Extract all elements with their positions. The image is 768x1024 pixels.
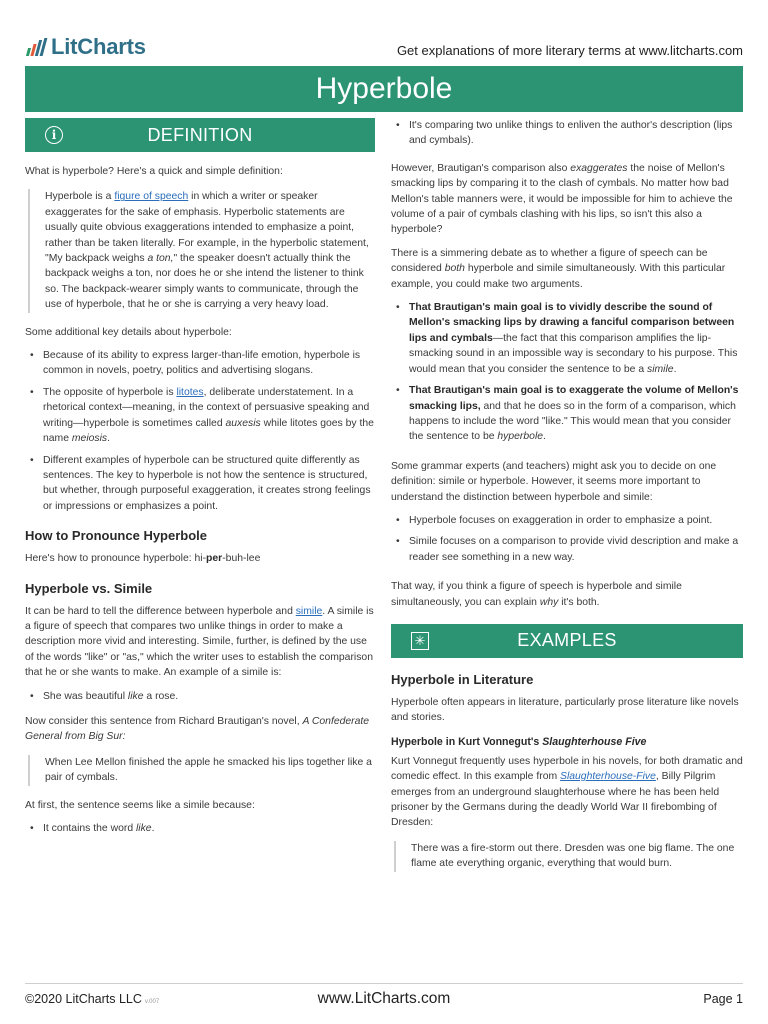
text: She was beautiful [43,690,128,702]
text-bold: That Brautigan's main goal is to exaggerate the volume of Mellon's smacking lips, [409,385,739,412]
vs-simile-p6: Some grammar experts (and teachers) might ask you to decide on one definition: simile or hyperbole. However, it seems more important to understand the distinction between hyperbole and simile: [391,460,717,503]
right-column [391,118,743,884]
vs-simile-p5 [391,246,743,292]
list-item: • Simile focuses on a comparison to provide vivid description and make a reader see something in a new way. [391,534,743,565]
info-icon: i [45,126,63,144]
text: The opposite of hyperbole is [43,386,177,398]
list-item [391,300,743,377]
page-number: Page 1 [703,992,743,1006]
text: hyperbole and simile simultaneously. With this particular example, you could make two arguments. [391,263,726,290]
page-header [0,0,768,66]
text: " the speaker doesn't actually think the backpack weighs a ton, nor does he or she intend the listener to think so. The backpack-wearer simply wants to communicate, through the use of hyperbole, that he or she is carrying a very heavy load. [45,253,364,311]
text: It can be hard to tell the difference between hyperbole and [25,605,296,617]
arguments-list [391,300,743,445]
litotes-link[interactable]: litotes [176,386,204,398]
definition-heading: DEFINITION [147,124,253,145]
simile-example-list [25,689,375,704]
text-em: hyperbole [497,431,544,443]
footer-divider [25,983,743,984]
literature-heading: Hyperbole in Literature [391,671,534,687]
vs-simile-heading: Hyperbole vs. Simile [25,580,153,596]
distinction-list [391,513,743,565]
definition-section-bar [25,118,375,152]
details-intro: Some additional key details about hyperbole: [25,326,232,338]
text: Hyperbole in Kurt Vonnegut's [391,735,543,748]
definition-intro: What is hyperbole? Here's a quick and simple definition: [25,166,283,177]
vs-simile-p2 [25,714,375,745]
version-text: v.007 [144,999,160,1005]
text: That way, if you think a figure of speech is hyperbole and simile simultaneously, you can explain [391,581,682,608]
page-title: Hyperbole [25,66,743,112]
text-em: exaggerates [570,162,628,174]
text: It contains the word [43,823,136,834]
examples-section-bar [391,624,743,658]
text-em: simile [647,363,674,375]
text: . [151,823,155,834]
because-list-continued [391,118,743,149]
text-em: like [127,690,144,702]
text: Kurt Vonnegut frequently uses hyperbole in his novels, for both dramatic and comedic effect. In this example from [391,755,743,783]
brautigan-quote: When Lee Mellon finished the apple he smacked his lips together like a pair of cymbals. [28,755,375,786]
text: . A simile is a figure of speech that compares two unlike things in order to make a description more vivid and interesting. Simile, further, is defined by the use of the words "like" or "as," which the writer uses to establish the comparison that he or she wants to make. An example of a simile is: [25,605,374,679]
footer-site-link[interactable]: www.LitCharts.com [317,990,451,1007]
text-em: why [539,596,559,608]
vonnegut-quote: There was a fire-storm out there. Dresden was one big flame. The one flame ate everything organic, everything that would burn. [394,841,743,872]
list-item: • It's comparing two unlike things to enliven the author's description (lips and cymbals). [391,118,743,149]
text: Here's how to pronounce hyperbole: hi- [25,553,207,565]
text: . [107,433,111,445]
litcharts-logo[interactable] [27,34,146,60]
text: in which a writer or speaker exaggerates for the sake of emphasis. Hyperbolic statements are usually quite obvious exaggerations intended to emphasize a point, rather than be taken literally. For example, in the hyperbolic statement, "My backpack weighs [45,191,369,265]
vs-simile-p7 [391,579,743,610]
vonnegut-subheading [391,736,743,748]
text: and that he does so in the form of a comparison, which happens to include the word "like." This would mean that you consider the sentence to be [409,400,736,443]
vonnegut-text [391,754,743,831]
text: while litotes goes by the name [43,417,374,445]
text-em: A Confederate General from Big Sur: [25,715,370,743]
text: Hyperbole is a [45,191,115,203]
text: However, Brautigan's comparison also [391,162,571,174]
text: There is a simmering debate as to whether a figure of speech can be considered [391,247,708,275]
logo-text: LitCharts [51,34,146,59]
list-item: • Because of its ability to express larger-than-life emotion, hyperbole is common in novels, poetry, politics and advertising slogans. [25,348,375,379]
text: , Billy Pilgrim emerges from an underground slaughterhouse where he has been held prisoner by the Germans during the deadly World War II firebombing of Dresden: [391,771,720,829]
vs-simile-p4 [391,161,743,238]
list-item [25,821,375,836]
text: —the fact that this comparison amplifies the lip-smacking sound in an impossible way is secondary to his purpose. This would mean that you consider the sentence to be a [409,332,738,375]
text-bold: per [206,553,223,565]
text: . [543,431,546,443]
header-tagline: Get explanations of more literary terms at www.litcharts.com [396,43,743,58]
asterisk-icon: ✳ [411,632,429,650]
list-item [391,383,743,445]
text: a rose. [143,690,179,702]
list-item: • Different examples of hyperbole can be structured quite differently as sentences. The key to hyperbole is not how the sentence is structured, but whether, through purposeful exaggeration, it creates strong feelings or impressions or emphasizes a point. [25,453,375,515]
text-em: Slaughterhouse-Five [560,771,656,783]
vs-simile-p3: At first, the sentence seems like a simile because: [25,799,255,811]
figure-of-speech-link[interactable]: figure of speech [114,191,189,203]
text: it's both. [558,596,600,608]
copyright-text: ©2020 LitCharts LLC [25,992,142,1006]
pronounce-heading: How to Pronounce Hyperbole [25,528,208,544]
slaughterhouse-five-link[interactable] [560,771,656,782]
vs-simile-p1 [25,604,375,681]
text-em: Slaughterhouse Five [542,735,647,748]
because-list [25,821,375,836]
text-em: auxesis [225,417,261,429]
list-item: • Hyperbole focuses on exaggeration in order to emphasize a point. [391,513,743,528]
text: Now consider this sentence from Richard Brautigan's novel, [25,715,303,727]
list-item [25,689,375,704]
text-em: a ton, [147,253,174,265]
text-bold: That Brautigan's main goal is to vividly describe the sound of Mellon's smacking lips by drawing a fanciful comparison between lips and cymbals [409,302,735,344]
left-column [25,118,375,846]
text: , deliberate understatement. In a rhetorical context—meaning, in the context of persuasive speaking and writing—hyperbole is sometimes called [43,386,370,429]
text: the noise of Mellon's smacking lips by comparing it to the clash of cymbals. No matter how bad Mellon's table manners were, it would be impossible for him to achieve the volume of a pair of cymbals clashing with his lips, so isn't this also a hyperbole? [391,162,733,236]
details-list [25,348,375,514]
text-em: like [136,823,152,834]
list-item [25,385,375,447]
text: . [673,363,677,375]
logo-bars-icon [27,38,45,56]
definition-quote [28,189,375,312]
text: -buh-lee [222,553,261,565]
pronounce-text [25,551,375,566]
examples-heading: EXAMPLES [517,630,617,651]
text-em: both [444,263,465,275]
text-em: meiosis [71,433,108,445]
literature-intro: Hyperbole often appears in literature, particularly prose literature like novels and stories. [391,696,739,724]
simile-link[interactable]: simile [295,605,323,617]
